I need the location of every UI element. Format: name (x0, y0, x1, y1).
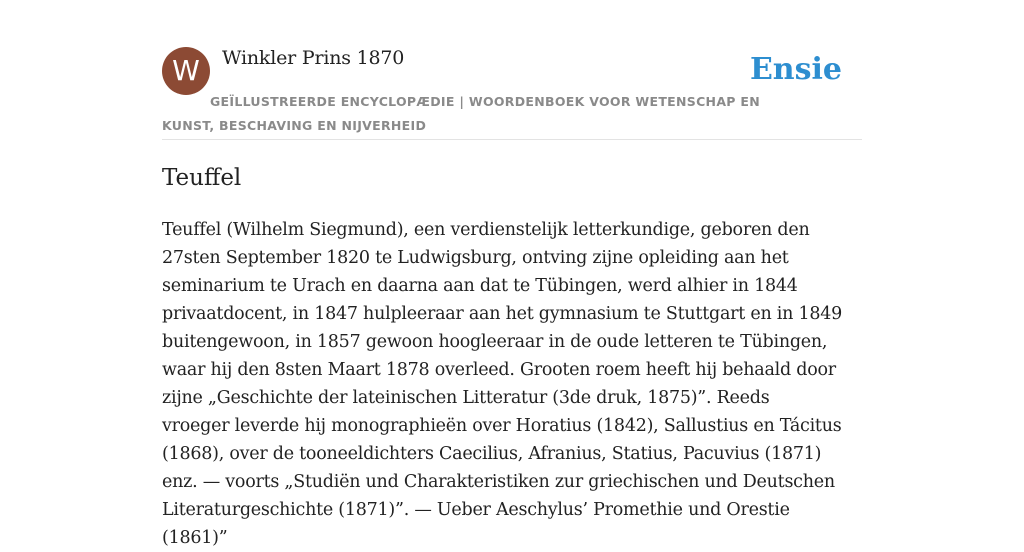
source-avatar[interactable]: W (162, 47, 210, 95)
article-body: Teuffel (Wilhelm Siegmund), een verdienstelijk letterkundige, geboren den 27sten September 1820 te Ludwigsburg, ontving zijne opleiding aan het seminarium te Urach en daarna aan dat te Tübingen, werd alhier in 1844 privaatdocent, in 1847 hulpleeraar aan het gymnasium te Stuttgart en in 1849 buitengewoon, in 1857 gewoon hoogleeraar in de oude letteren te Tübingen, waar hij den 8sten Maart 1878 overleed. Grooten roem heeft hij behaald door zijne „Geschichte der lateinischen Litteratur (3de druk, 1875)”. Reeds vroeger leverde hij monographieën over Horatius (1842), Sallustius en Tácitus (1868), over de tooneeldichters Caecilius, Afranius, Statius, Pacuvius (1871) enz. — voorts „Studiën und Charakteristiken zur griechischen und Deutschen Literaturgeschichte (1871)”. — Ueber Aeschylus’ Promethie und Orestie (1861)” (162, 220, 842, 548)
article-content (162, 160, 842, 552)
article-title: Teuffel (162, 165, 242, 191)
ensie-logo[interactable]: Ensie (749, 52, 842, 87)
source-subtitle: GEÏLLUSTREERDE ENCYCLOPÆDIE | WOORDENBOEK VOOR WETENSCHAP EN KUNST, BESCHAVING EN NIJVERHEID (162, 94, 760, 133)
source-header (162, 46, 862, 140)
source-title-link[interactable]: Winkler Prins 1870 (222, 47, 405, 69)
